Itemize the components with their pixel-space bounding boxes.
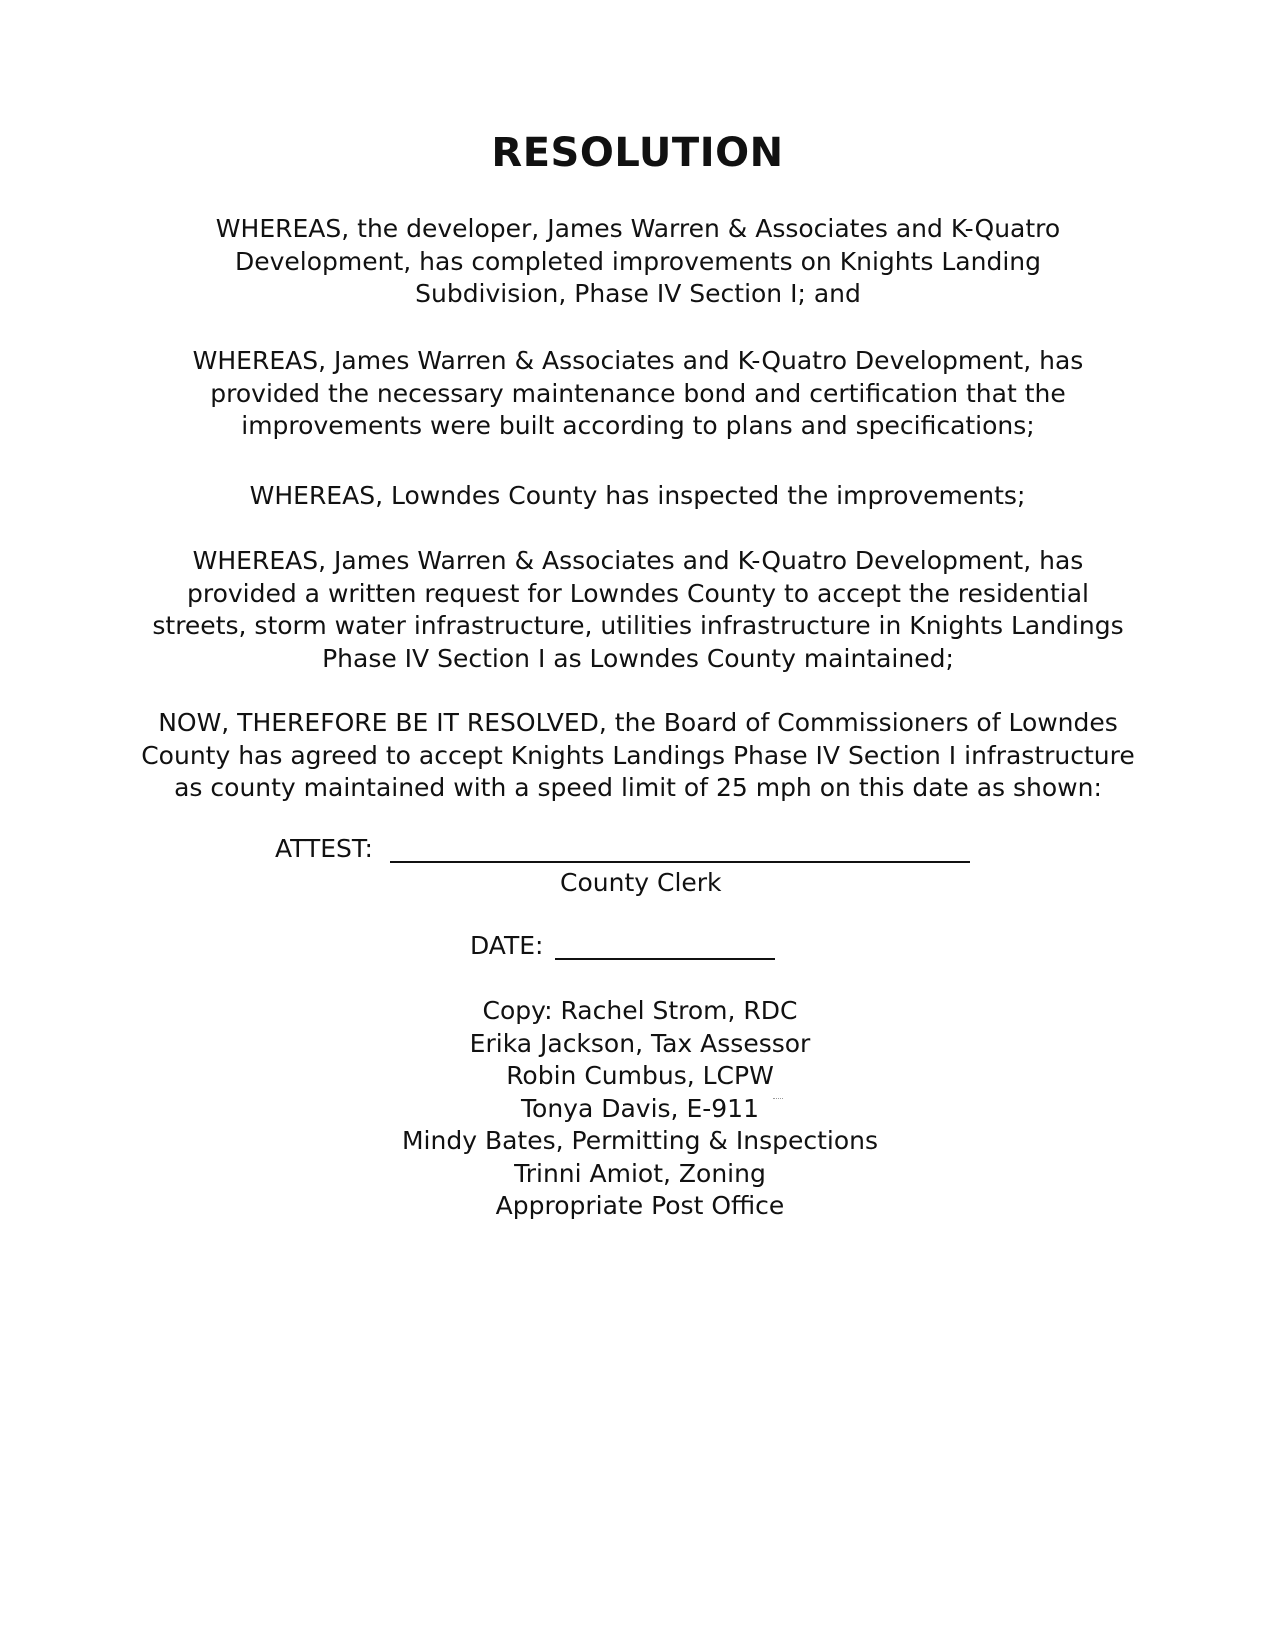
copy-recipient-list (320, 995, 960, 1223)
document-title: RESOLUTION (491, 130, 784, 176)
copy-recipient: Copy: Rachel Strom, RDC (482, 996, 798, 1025)
county-clerk-label: County Clerk (560, 868, 722, 897)
copy-recipient: Mindy Bates, Permitting & Inspections (401, 1126, 879, 1155)
whereas-paragraph-3: WHEREAS, Lowndes County has inspected the improvements; (249, 481, 1026, 510)
copy-recipient: Trinni Amiot, Zoning (514, 1158, 766, 1188)
copy-recipient: Robin Cumbus, LCPW (506, 1061, 774, 1090)
attest-label: ATTEST: (275, 834, 373, 863)
scan-speck (773, 1098, 783, 1101)
resolved-paragraph: NOW, THEREFORE BE IT RESOLVED, the Board of Commissioners of Lowndes County has agreed to accept Knights Landings Phase IV Section I infrastructure as county maintained with a speed limit of 25 mph on this date as shown: (141, 708, 1135, 802)
copy-recipient: Tonya Davis, E-911 (521, 1093, 759, 1123)
date-line (555, 958, 775, 960)
whereas-paragraph-4: WHEREAS, James Warren & Associates and K-Quatro Development, has provided a written request for Lowndes County to accept the residential streets, storm water infrastructure, utilities infrastructure in Knights Landings Phase IV Section I as Lowndes County maintained; (152, 546, 1124, 673)
attest-signature-line (390, 861, 970, 863)
whereas-paragraph-1: WHEREAS, the developer, James Warren & Associates and K-Quatro Development, has completed improvements on Knights Landing Subdivision, Phase IV Section I; and (215, 214, 1061, 308)
copy-recipient: Erika Jackson, Tax Assessor (469, 1028, 811, 1058)
copy-recipient: Appropriate Post Office (495, 1191, 785, 1220)
date-label: DATE: (470, 931, 544, 960)
whereas-paragraph-2: WHEREAS, James Warren & Associates and K-Quatro Development, has provided the necessary maintenance bond and certification that the improvements were built according to plans and specifications; (192, 346, 1084, 440)
